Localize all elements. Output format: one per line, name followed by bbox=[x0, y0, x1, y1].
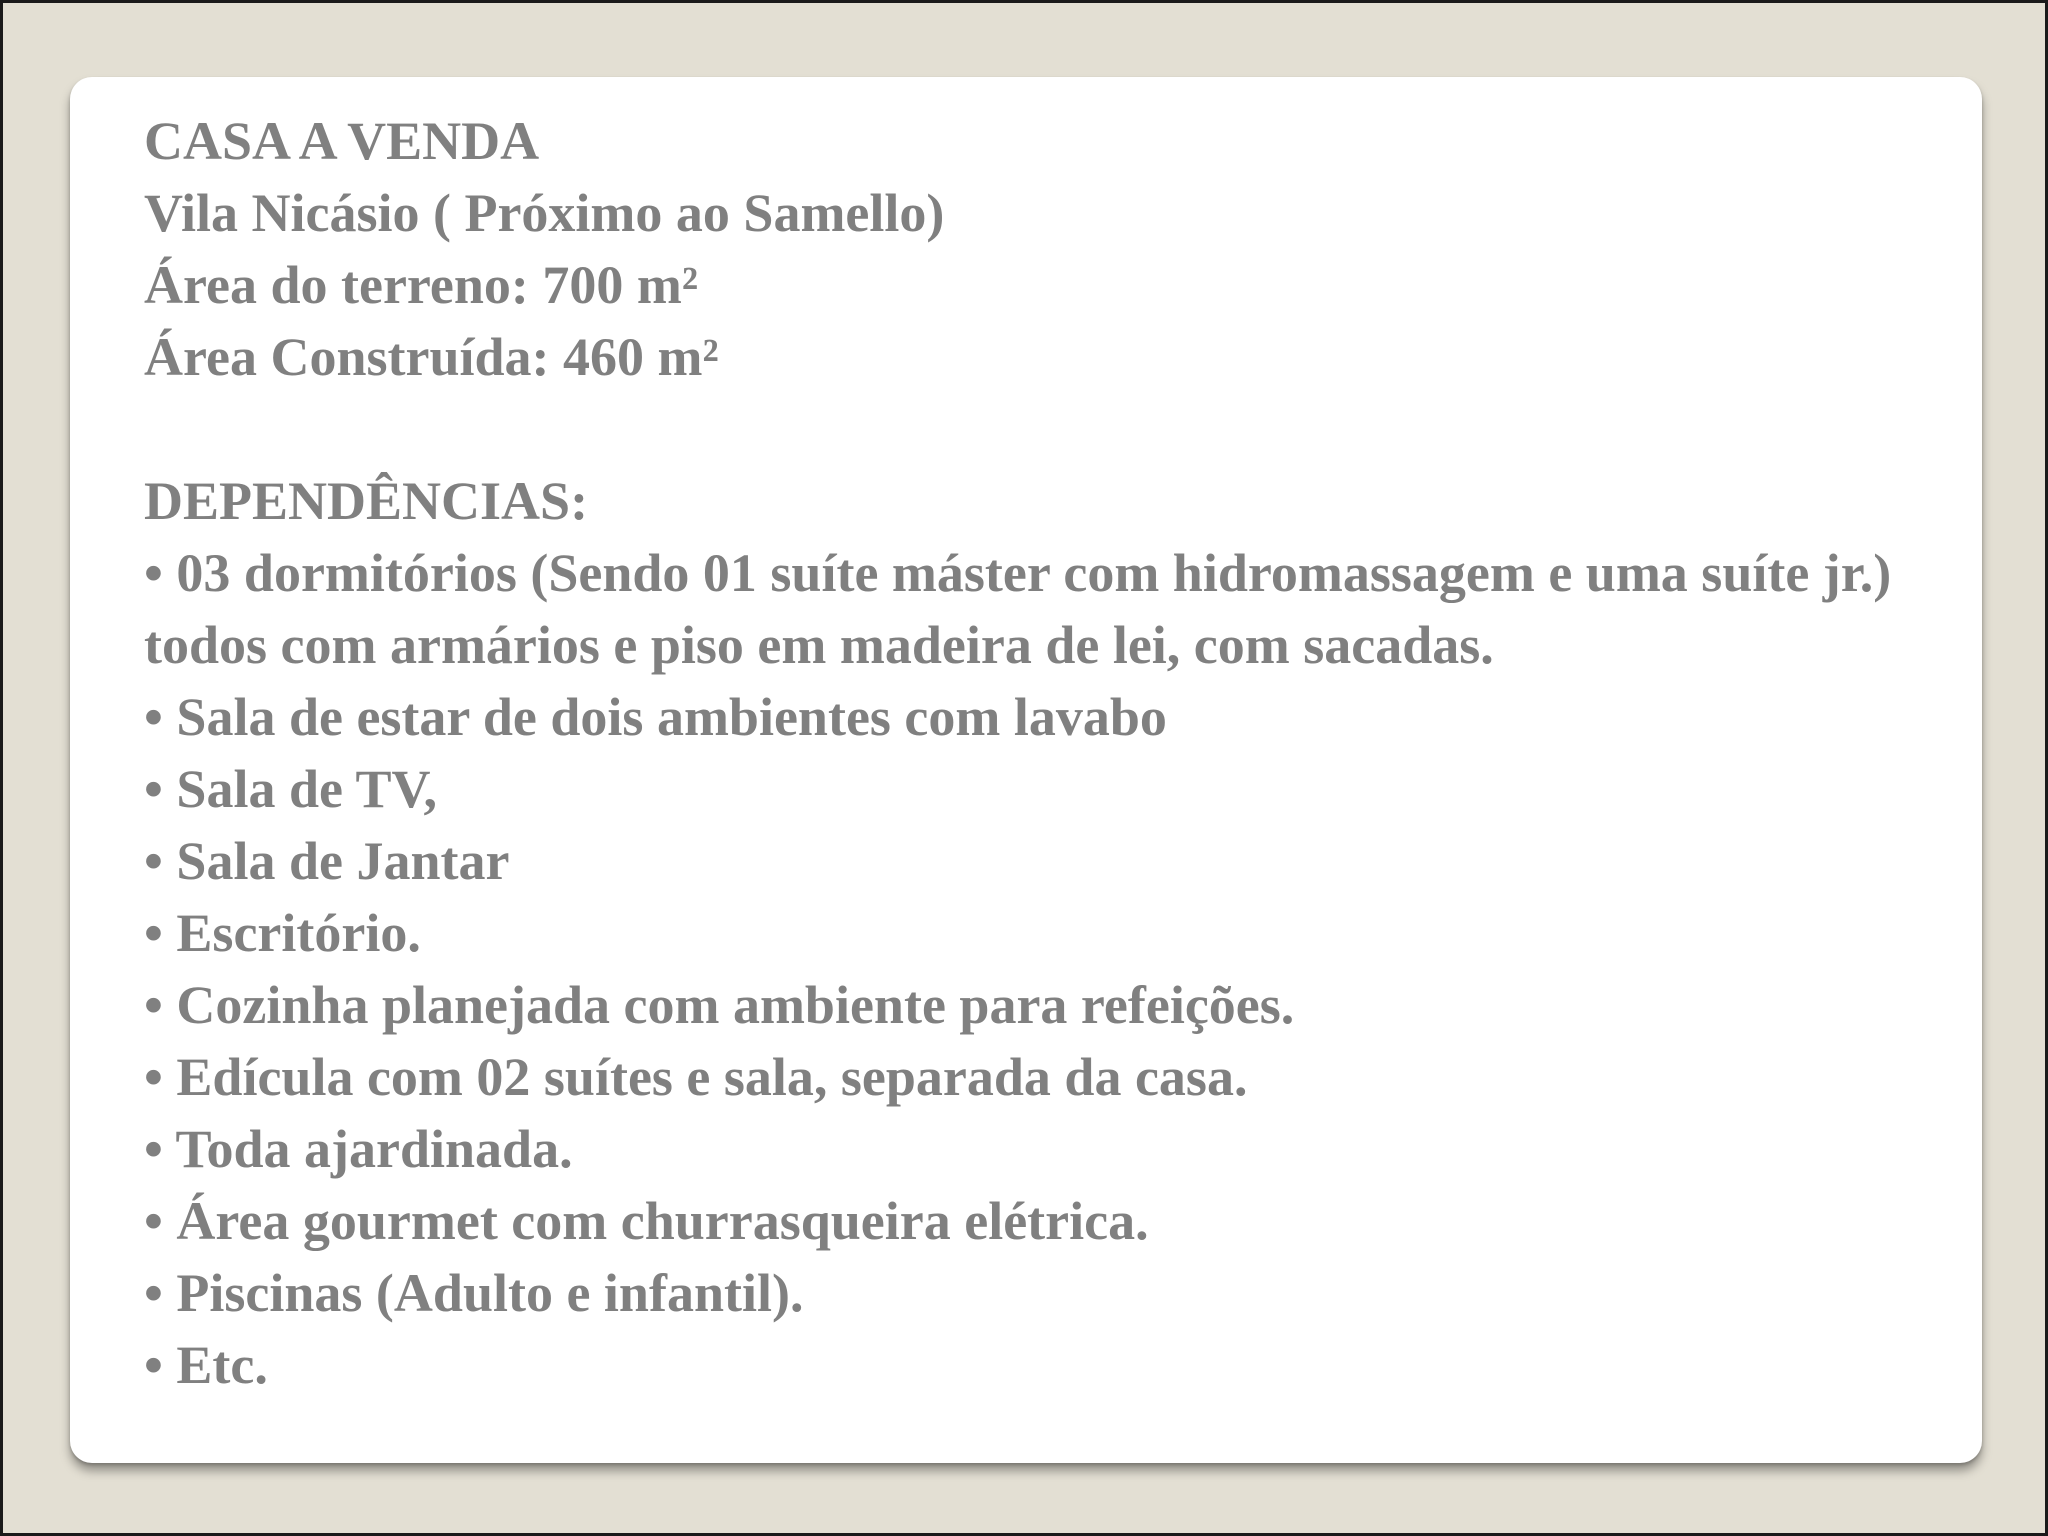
bullet-icon: • bbox=[144, 975, 163, 1035]
list-item bbox=[144, 1329, 1922, 1401]
bullet-icon: • bbox=[144, 1047, 163, 1107]
list-item-text: Escritório. bbox=[176, 903, 421, 963]
bullet-icon: • bbox=[144, 831, 163, 891]
section-heading: DEPENDÊNCIAS: bbox=[144, 471, 589, 531]
listing-content bbox=[144, 105, 1922, 1401]
bullet-icon: • bbox=[144, 1119, 163, 1179]
list-item-text: Cozinha planejada com ambiente para refeições. bbox=[176, 975, 1295, 1035]
list-item bbox=[144, 753, 1922, 825]
list-item bbox=[144, 1041, 1922, 1113]
list-item-text: Edícula com 02 suítes e sala, separada da casa. bbox=[176, 1047, 1248, 1107]
list-item-text: Sala de estar de dois ambientes com lavabo bbox=[176, 687, 1167, 747]
built-area: Área Construída: 460 m² bbox=[144, 327, 719, 387]
bullet-icon: • bbox=[144, 1191, 163, 1251]
spacer bbox=[144, 393, 1922, 465]
list-item bbox=[144, 1185, 1922, 1257]
listing-title: CASA A VENDA bbox=[144, 111, 540, 171]
list-item-text: Etc. bbox=[176, 1335, 268, 1395]
bullet-icon: • bbox=[144, 543, 163, 603]
list-item-text: Sala de TV, bbox=[176, 759, 438, 819]
list-item-text: Toda ajardinada. bbox=[175, 1119, 573, 1179]
list-item bbox=[144, 897, 1922, 969]
list-item bbox=[144, 681, 1922, 753]
list-item-text: Sala de Jantar bbox=[176, 831, 510, 891]
list-item bbox=[144, 825, 1922, 897]
list-item-text: Piscinas (Adulto e infantil). bbox=[176, 1263, 804, 1323]
bullet-icon: • bbox=[144, 687, 163, 747]
list-item bbox=[144, 537, 1922, 681]
bullet-icon: • bbox=[144, 759, 163, 819]
terrain-area: Área do terreno: 700 m² bbox=[144, 255, 699, 315]
list-item-text: Área gourmet com churrasqueira elétrica. bbox=[176, 1191, 1149, 1251]
list-item bbox=[144, 1257, 1922, 1329]
listing-card bbox=[70, 77, 1982, 1463]
list-item bbox=[144, 969, 1922, 1041]
listing-location: Vila Nicásio ( Próximo ao Samello) bbox=[144, 183, 945, 243]
bullet-icon: • bbox=[144, 903, 163, 963]
list-item bbox=[144, 1113, 1922, 1185]
bullet-icon: • bbox=[144, 1263, 163, 1323]
bullet-icon: • bbox=[144, 1335, 163, 1395]
list-item-text: 03 dormitórios (Sendo 01 suíte máster com hidromassagem e uma suíte jr.) todos com armários e piso em madeira de lei, com sacadas. bbox=[144, 543, 1892, 675]
